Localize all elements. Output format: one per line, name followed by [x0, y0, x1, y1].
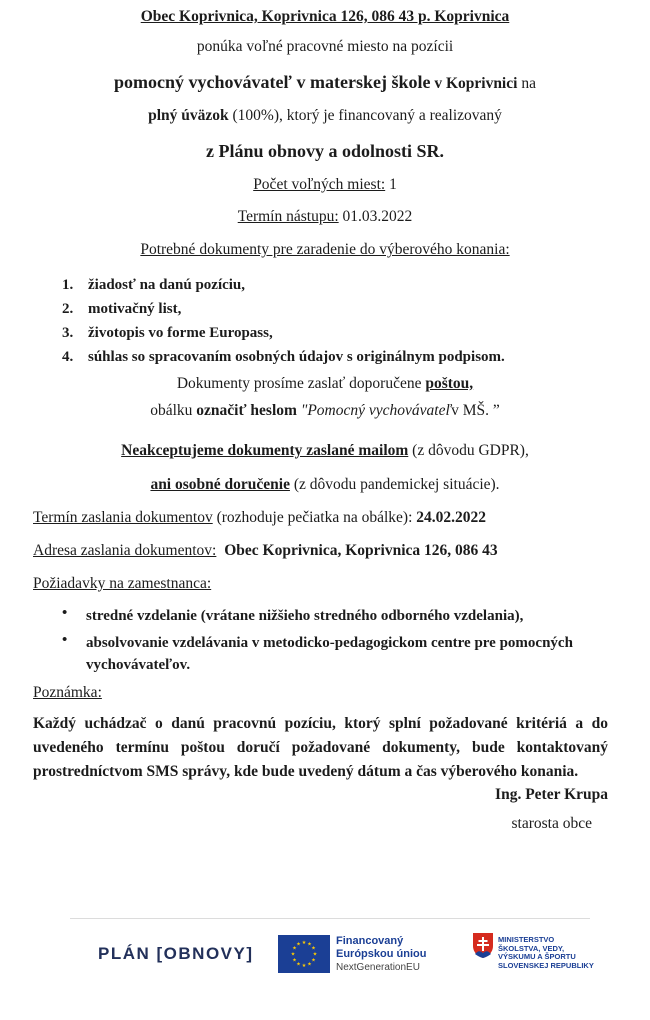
docs-heading: Potrebné dokumenty pre zaradenie do výberového konania:: [140, 241, 510, 258]
eu-flag-icon: [278, 935, 330, 973]
submission-text: Dokumenty prosíme zaslať doporučene: [176, 375, 422, 392]
list-text: žiadosť na danú pozíciu,: [88, 277, 246, 293]
ministry-line: ŠKOLSTVA, VEDY,: [498, 943, 565, 953]
offer-intro: ponúka voľné pracovné miesto na pozícii: [196, 38, 454, 55]
position-tail: na: [521, 75, 536, 92]
bullet-icon: •: [62, 605, 68, 621]
employer-heading: Obec Koprivnica, Koprivnica 126, 086 43 p. Koprivnica: [140, 8, 510, 25]
svg-text:★: ★: [296, 961, 301, 968]
list-text: súhlas so spracovaním osobných údajov s originálnym podpisom.: [88, 349, 505, 365]
svg-text:★: ★: [296, 941, 301, 948]
documents-list: [62, 273, 505, 369]
list-number: 1.: [62, 277, 74, 293]
list-number: 4.: [62, 349, 74, 365]
bullet-icon: •: [62, 632, 68, 648]
no-email-text: Neakceptujeme dokumenty zaslané mailom: [121, 442, 409, 459]
svg-text:★: ★: [301, 940, 307, 946]
svg-text:★: ★: [307, 961, 312, 968]
note-label: Poznámka:: [33, 684, 102, 701]
list-item: [62, 345, 505, 369]
slovak-crest-icon: [472, 932, 494, 959]
list-number: 3.: [62, 325, 74, 341]
requirements-label: Požiadavky na zamestnanca:: [33, 575, 212, 592]
envelope-tail: v MŠ. ”: [451, 402, 500, 419]
note-text: Každý uchádzač o danú pracovnú pozíciu, ktorý splní požadované kritériá a do uvedeného termínu poštou doručí požadované dokumenty, bude kontaktovaný prostredníctvom SMS správy, kde bude uvedený dátum a čas výberového konania.: [33, 715, 608, 780]
ministry-logo-text: [498, 936, 594, 970]
deadline-note: (rozhoduje pečiatka na obálke):: [216, 509, 413, 526]
address-value: Obec Koprivnica, Koprivnica 126, 086 43: [224, 542, 498, 559]
list-text: životopis vo forme Europass,: [88, 325, 273, 341]
eu-line-1: Financovaný: [336, 935, 404, 947]
vacancies-label: Počet voľných miest:: [253, 176, 386, 193]
no-personal-reason: (z dôvodu pandemickej situácie).: [293, 476, 500, 493]
eu-line-2: Európskou úniou: [336, 948, 427, 960]
start-date-label: Termín nástupu:: [237, 208, 339, 225]
position-line: [0, 72, 650, 93]
deadline-line: [33, 509, 486, 527]
plan-obnovy-logo: PLÁN [OBNOVY]: [98, 944, 254, 963]
ministry-line: VÝSKUMU A ŠPORTU: [498, 952, 576, 962]
submission-line-1: [0, 375, 650, 393]
svg-text:★: ★: [301, 963, 307, 969]
requirement-text: absolvovanie vzdelávania v metodicko-pedagogickom centre pre pomocných vychovávateľov.: [86, 635, 573, 673]
ministry-line: MINISTERSTVO: [498, 935, 555, 944]
svg-text:★: ★: [311, 957, 316, 964]
funding-line: z Plánu obnovy a odolnosti SR.: [205, 141, 445, 161]
submission-line-2: [0, 402, 650, 420]
vacancies-value: 1: [389, 176, 397, 193]
workload-tail: (100%), ktorý je financovaný a realizovaný: [232, 107, 502, 124]
submission-method: poštou,: [425, 375, 474, 392]
no-personal-text: ani osobné doručenie: [150, 476, 290, 493]
ministry-line: SLOVENSKEJ REPUBLIKY: [498, 960, 594, 970]
envelope-password: "Pomocný vychovávateľ: [300, 402, 452, 419]
start-date-value: 01.03.2022: [342, 208, 413, 225]
envelope-text: obálku: [150, 402, 193, 419]
eu-funding-text: [336, 935, 426, 974]
signature-name: Ing. Peter Krupa: [495, 786, 608, 803]
eu-line-3: NextGenerationEU: [336, 962, 420, 973]
position-title: pomocný vychovávateľ v materskej škole: [114, 72, 431, 92]
list-item: [62, 273, 505, 297]
svg-text:★: ★: [312, 951, 318, 958]
svg-text:★: ★: [292, 957, 297, 964]
svg-text:★: ★: [290, 951, 296, 958]
address-label: Adresa zaslania dokumentov:: [33, 542, 217, 559]
deadline-value: 24.02.2022: [416, 509, 487, 526]
address-line: [33, 542, 498, 560]
start-date-line: [0, 208, 650, 226]
workload-value: plný úväzok: [148, 107, 229, 124]
list-number: 2.: [62, 301, 74, 317]
envelope-label: označiť heslom: [196, 402, 297, 419]
deadline-label: Termín zaslania dokumentov: [33, 509, 213, 526]
no-personal-line: [0, 476, 650, 494]
signature-title: starosta obce: [511, 815, 592, 832]
svg-text:★: ★: [311, 945, 316, 952]
vacancies-line: [0, 176, 650, 194]
list-item: [62, 297, 505, 321]
position-location: v Koprivnici: [434, 75, 518, 92]
no-email-reason: (z dôvodu GDPR),: [412, 442, 529, 459]
svg-text:★: ★: [307, 941, 312, 948]
no-email-line: [0, 442, 650, 460]
workload-line: [0, 107, 650, 125]
list-text: motivačný list,: [88, 301, 182, 317]
requirement-text: stredné vzdelanie (vrátane nižšieho stredného odborného vzdelania),: [86, 608, 524, 624]
list-item: [62, 321, 505, 345]
svg-text:★: ★: [292, 945, 297, 952]
